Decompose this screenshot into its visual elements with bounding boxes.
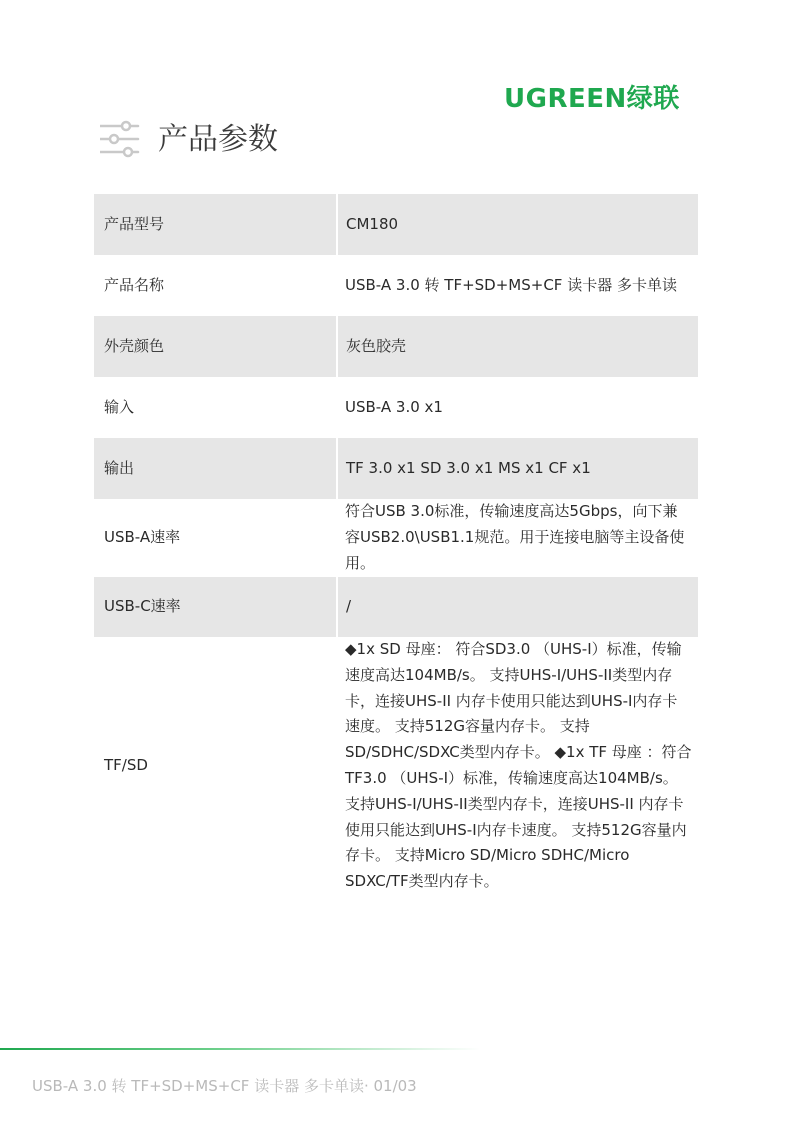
ugreen-logo: UGREEN绿联 — [504, 84, 680, 114]
page-title: 产品参数 — [158, 122, 278, 157]
spec-value: CM180 — [337, 194, 698, 255]
footer-text: USB-A 3.0 转 TF+SD+MS+CF 读卡器 多卡单读· 01/03 — [32, 1077, 417, 1095]
spec-label: 输入 — [104, 397, 135, 416]
spec-value: USB-A 3.0 x1 — [345, 397, 443, 416]
spec-value: 符合USB 3.0标准，传输速度高达5Gbps，向下兼容USB2.0\USB1.1规范。用于连接电脑等主设备使用。 — [345, 502, 685, 572]
table-row — [94, 255, 698, 316]
spec-value: / — [337, 577, 698, 637]
spec-label: USB-A速率 — [104, 528, 181, 547]
sliders-icon — [100, 120, 140, 160]
spec-value: TF 3.0 x1 SD 3.0 x1 MS x1 CF x1 — [337, 438, 698, 499]
table-row — [94, 438, 698, 499]
spec-label: 输出 — [94, 438, 337, 499]
table-row — [94, 499, 698, 577]
spec-table — [94, 194, 698, 895]
footer-divider — [0, 1048, 480, 1050]
spec-label: 产品名称 — [104, 275, 165, 294]
spec-value: USB-A 3.0 转 TF+SD+MS+CF 读卡器 多卡单读 — [345, 275, 677, 294]
table-row — [94, 637, 698, 895]
spec-value: 灰色胶壳 — [337, 316, 698, 377]
table-row — [94, 194, 698, 255]
spec-label: 外壳颜色 — [94, 316, 337, 377]
table-row — [94, 577, 698, 637]
table-row — [94, 377, 698, 438]
spec-label: TF/SD — [104, 756, 148, 775]
spec-value: ◆1x SD 母座： 符合SD3.0 （UHS-I）标准，传输速度高达104MB/s。 支持UHS-I/UHS-II类型内存卡，连接UHS-II 内存卡使用只能达到UHS-I内存卡速度。 支持512G容量内存卡。 支持SD/SDHC/SDXC类型内存卡。 ◆1x TF 母座 ：符合TF3.0 （UHS-I）标准，传输速度高达104MB/s。 支持UHS-I/UHS-II类型内存卡，连接UHS-II 内存卡使用只能达到UHS-I内存卡速度。 支持512G容量内存卡。 支持Micro SD/Micro SDHC/Micro SDXC/TF类型内存卡。 — [345, 640, 692, 891]
spec-label: USB-C速率 — [94, 577, 337, 637]
table-row — [94, 316, 698, 377]
spec-label: 产品型号 — [94, 194, 337, 255]
